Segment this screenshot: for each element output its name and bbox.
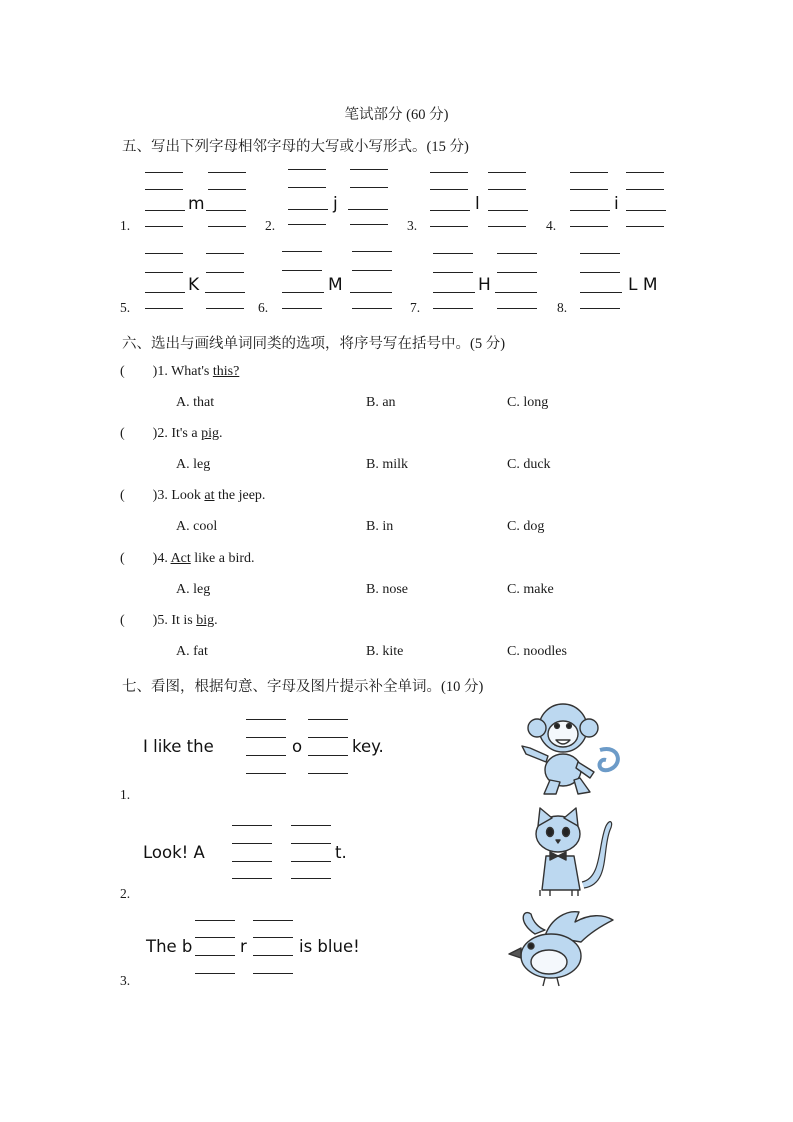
option-c: C. make — [507, 582, 554, 597]
option-c: C. dog — [507, 519, 545, 534]
item-number: 3. — [120, 973, 131, 988]
question-text: ( )3. Look at the jeep. — [120, 488, 266, 503]
letter-H: H — [478, 275, 491, 295]
letter-K: K — [188, 275, 200, 295]
bird-picture — [505, 908, 621, 988]
question-text: ( )2. It's a pig. — [120, 426, 223, 441]
sentence-prefix: I like the — [143, 737, 214, 756]
letter-i: i — [614, 194, 619, 214]
sentence-suffix: key. — [352, 737, 384, 756]
underlined-word: at — [204, 488, 215, 503]
option-b: B. milk — [366, 457, 409, 472]
monkey-picture — [508, 698, 624, 798]
option-a: A. leg — [176, 582, 211, 597]
sentence-suffix: t. — [335, 843, 347, 862]
item-number: 8. — [557, 300, 568, 315]
item-number: 7. — [410, 300, 421, 315]
given-letter: r — [240, 937, 247, 956]
option-a: A. that — [176, 395, 215, 410]
given-letter: o — [292, 737, 303, 756]
item-number: 3. — [407, 218, 418, 233]
sentence-prefix: The b — [146, 937, 193, 956]
section5-heading: 五、写出下列字母相邻字母的大写或小写形式。(15 分) — [122, 139, 469, 155]
item-number: 4. — [546, 218, 557, 233]
item-number: 6. — [258, 300, 269, 315]
section6-heading: 六、选出与画线单词同类的选项，将序号写在括号中。(5 分) — [122, 336, 506, 352]
option-b: B. an — [366, 395, 396, 410]
underlined-word: Act — [170, 551, 191, 566]
letter-j: j — [333, 194, 338, 214]
option-b: B. nose — [366, 582, 408, 597]
sentence-suffix: is blue! — [299, 937, 360, 956]
question-text: ( )1. What's this? — [120, 364, 240, 379]
letter-l: l — [475, 194, 480, 214]
page-title: 笔试部分 (60 分) — [344, 107, 449, 123]
letters-L-M: L M — [628, 275, 658, 295]
item-number: 1. — [120, 787, 131, 802]
underlined-word: pig — [201, 426, 219, 441]
letter-m: m — [188, 194, 205, 214]
item-number: 1. — [120, 218, 131, 233]
underlined-word: big — [196, 613, 215, 628]
option-b: B. kite — [366, 644, 404, 659]
question-text: ( )5. It is big. — [120, 613, 218, 628]
option-b: B. in — [366, 519, 394, 534]
item-number: 2. — [120, 886, 131, 901]
item-number: 5. — [120, 300, 131, 315]
section7-heading: 七、看图，根据句意、字母及图片提示补全单词。(10 分) — [122, 679, 484, 695]
underlined-word: this? — [212, 364, 240, 379]
option-c: C. noodles — [507, 644, 567, 659]
item-number: 2. — [265, 218, 276, 233]
letter-M: M — [328, 275, 343, 295]
option-a: A. fat — [176, 644, 208, 659]
option-c: C. long — [507, 395, 549, 410]
sentence-prefix: Look! A — [143, 843, 205, 862]
cat-picture — [520, 804, 616, 896]
option-a: A. leg — [176, 457, 211, 472]
option-c: C. duck — [507, 457, 551, 472]
option-a: A. cool — [176, 519, 218, 534]
question-text: ( )4. Act like a bird. — [120, 551, 255, 566]
